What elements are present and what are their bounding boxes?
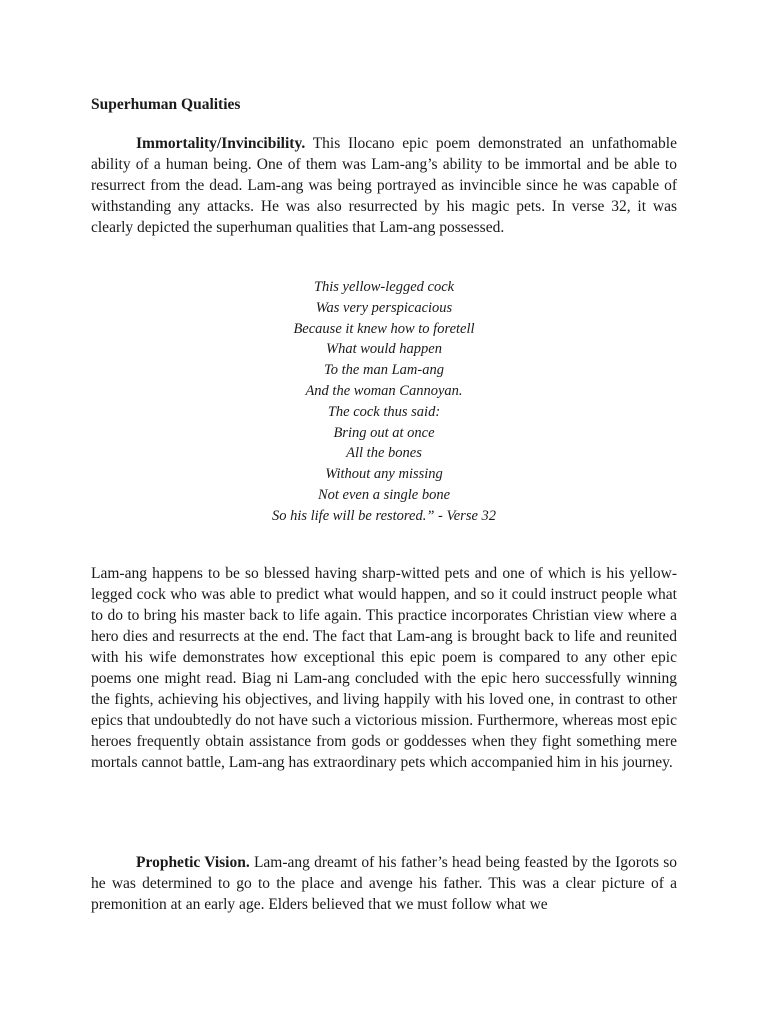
verse-line: So his life will be restored.” - Verse 32 bbox=[271, 507, 497, 524]
verse-line: All the bones bbox=[346, 445, 422, 462]
section-heading: Superhuman Qualities bbox=[91, 96, 241, 113]
verse-32-quote bbox=[91, 277, 677, 527]
verse-line: The cock thus said: bbox=[327, 403, 441, 420]
verse-line: Because it knew how to foretell bbox=[293, 320, 475, 337]
verse-line: This yellow-legged cock bbox=[313, 279, 455, 295]
prophetic-lead: Prophetic Vision. bbox=[136, 854, 250, 871]
immortality-paragraph bbox=[91, 133, 677, 238]
verse-line: To the man Lam-ang bbox=[324, 362, 444, 379]
verse-line: What would happen bbox=[326, 341, 442, 358]
verse-line: And the woman Cannoyan. bbox=[305, 382, 463, 399]
immortality-text: This Ilocano epic poem demonstrated an unfathomable ability of a human being. One of them was Lam-ang’s ability to be immortal and be able to resurrect from the dead. Lam-ang was being portrayed as invincible since he was capable of withstanding any attacks. He was also resurrected by his magic pets. In verse 32, it was clearly depicted the superhuman qualities that Lam-ang possessed. bbox=[91, 135, 677, 236]
prophetic-paragraph bbox=[91, 852, 677, 915]
verse-line: Bring out at once bbox=[333, 424, 435, 441]
prophetic-text: Lam-ang dreamt of his father’s head being feasted by the Igorots so he was determined to go to the place and avenge his father. This was a clear picture of a premonition at an early age. Elders believed that we must follow what we bbox=[91, 854, 678, 913]
immortality-lead: Immortality/Invincibility. bbox=[136, 135, 306, 152]
lamang-paragraph: Lam-ang happens to be so blessed having sharp-witted pets and one of which is his yellow-legged cock who was able to predict what would happen, and so it could instruct people what to do to bring his master back to life again. This practice incorporates Christian view where a hero dies and resurrects at the end. The fact that Lam-ang is brought back to life and reunited with his wife demonstrates how exceptional this epic poem is compared to any other epic poems one might read. Biag ni Lam-ang concluded with the epic hero successfully winning the fights, achieving his objectives, and living happily with his loved one, in contrast to other epics that undoubtedly do not have such a victorious mission. Furthermore, whereas most epic heroes frequently obtain assistance from gods or goddesses when they fight something mere mortals cannot battle, Lam-ang has extraordinary pets which accompanied him in his journey. bbox=[91, 565, 677, 771]
verse-line: Without any missing bbox=[325, 466, 443, 483]
verse-line: Not even a single bone bbox=[317, 486, 451, 503]
verse-line: Was very perspicacious bbox=[315, 299, 453, 316]
